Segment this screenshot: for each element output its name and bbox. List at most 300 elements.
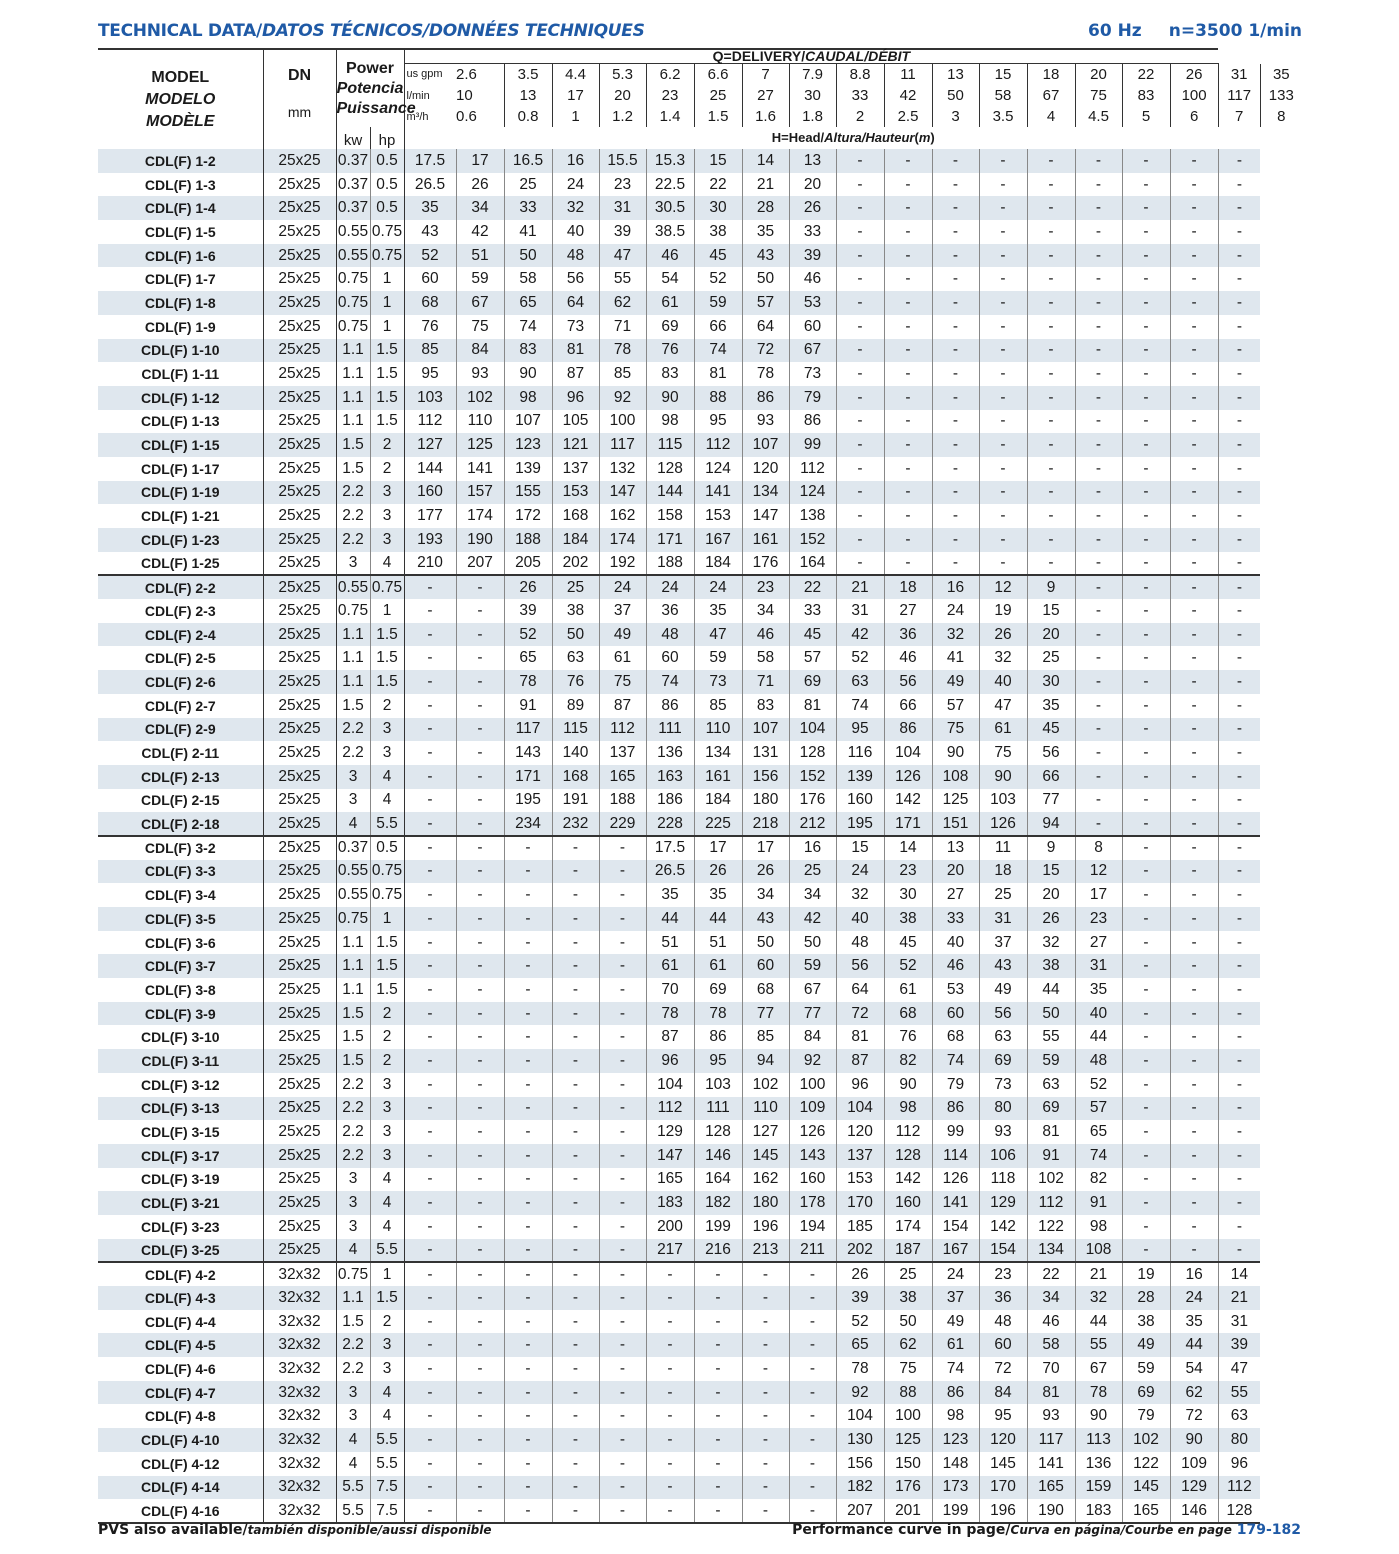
head-value-cell: - — [742, 1381, 789, 1405]
head-value-cell: - — [404, 1097, 456, 1121]
hp-cell: 3 — [370, 1120, 404, 1144]
head-value-cell: 8 — [1075, 836, 1122, 860]
flow-value: 25 — [694, 85, 742, 106]
head-value-cell: - — [742, 1476, 789, 1500]
head-value-cell: - — [1170, 1215, 1218, 1239]
head-value-cell: 104 — [836, 1097, 884, 1121]
head-value-cell: 103 — [694, 1073, 742, 1097]
head-value-cell: - — [504, 883, 552, 907]
head-value-cell: - — [1122, 954, 1170, 978]
head-value-cell: 19 — [1122, 1262, 1170, 1286]
table-row — [98, 1476, 1302, 1500]
head-value-cell: 79 — [1122, 1404, 1170, 1428]
kw-cell: 1.5 — [336, 694, 370, 718]
head-value-cell: 14 — [742, 149, 789, 173]
head-value-cell: 229 — [599, 812, 646, 836]
power-label-es: Potencia — [336, 79, 404, 97]
head-value-cell: 160 — [836, 789, 884, 813]
head-value-cell: 43 — [404, 220, 456, 244]
model-cell: CDL(F) 3-11 — [98, 1049, 263, 1073]
head-value-cell: - — [456, 741, 504, 765]
flow-value: 3.5 — [979, 106, 1027, 127]
head-value-cell: 102 — [456, 386, 504, 410]
speed-label: n=3500 1/min — [1168, 21, 1302, 41]
flow-value: 83 — [1122, 85, 1170, 106]
head-value-cell: - — [932, 315, 979, 339]
head-value-cell: - — [1122, 220, 1170, 244]
head-value-cell: 24 — [694, 575, 742, 599]
head-value-cell: - — [404, 1239, 456, 1263]
kw-cell: 0.55 — [336, 220, 370, 244]
head-value-cell: - — [1170, 860, 1218, 884]
hp-cell: 1.5 — [370, 339, 404, 363]
head-value-cell: - — [1122, 907, 1170, 931]
head-value-cell: - — [456, 1428, 504, 1452]
head-value-cell: 174 — [456, 504, 504, 528]
hp-cell: 3 — [370, 718, 404, 742]
head-value-cell: 59 — [694, 291, 742, 315]
flow-value: 30 — [789, 85, 836, 106]
head-value-cell: - — [404, 812, 456, 836]
head-value-cell: 65 — [504, 646, 552, 670]
head-value-cell: - — [599, 860, 646, 884]
head-value-cell: - — [1218, 1191, 1260, 1215]
kw-cell: 4 — [336, 812, 370, 836]
head-value-cell: - — [884, 267, 932, 291]
head-value-cell: - — [504, 1168, 552, 1192]
head-value-cell: 143 — [504, 741, 552, 765]
head-value-cell: - — [1218, 315, 1260, 339]
head-value-cell: 126 — [884, 765, 932, 789]
dn-label: DN — [287, 67, 312, 84]
head-value-cell: - — [1218, 528, 1260, 552]
flow-value: 1.5 — [694, 106, 742, 127]
head-value-cell: - — [1075, 196, 1122, 220]
head-value-cell: - — [404, 718, 456, 742]
head-value-cell: - — [694, 1333, 742, 1357]
head-value-cell: 52 — [836, 1310, 884, 1334]
head-value-cell: - — [742, 1310, 789, 1334]
head-value-cell: - — [599, 1286, 646, 1310]
head-value-cell: 26 — [979, 623, 1027, 647]
head-value-cell: 102 — [1027, 1168, 1075, 1192]
head-value-cell: 142 — [884, 789, 932, 813]
head-value-cell: 26.5 — [646, 860, 694, 884]
head-value-cell: - — [884, 481, 932, 505]
head-value-cell: - — [404, 883, 456, 907]
head-value-cell: 78 — [599, 339, 646, 363]
head-value-cell: 137 — [599, 741, 646, 765]
head-value-cell: 190 — [456, 528, 504, 552]
head-value-cell: - — [1170, 386, 1218, 410]
head-value-cell: 128 — [789, 741, 836, 765]
head-value-cell: 90 — [1075, 1404, 1122, 1428]
head-value-cell: 116 — [836, 741, 884, 765]
head-value-cell: 61 — [599, 646, 646, 670]
model-cell: CDL(F) 1-3 — [98, 173, 263, 197]
head-value-cell: 125 — [884, 1428, 932, 1452]
head-value-cell: - — [504, 1310, 552, 1334]
table-row — [98, 244, 1302, 268]
head-value-cell: 54 — [1170, 1357, 1218, 1381]
head-value-cell: 96 — [836, 1073, 884, 1097]
head-value-cell: 144 — [404, 457, 456, 481]
head-value-cell: - — [1075, 694, 1122, 718]
flow-value: 5 — [1122, 106, 1170, 127]
hp-cell: 3 — [370, 741, 404, 765]
head-value-cell: - — [1027, 410, 1075, 434]
head-value-cell: 87 — [552, 362, 599, 386]
head-value-cell: - — [1075, 789, 1122, 813]
table-row — [98, 149, 1302, 173]
head-value-cell: - — [552, 978, 599, 1002]
head-value-cell: - — [1122, 267, 1170, 291]
head-value-cell: - — [1027, 457, 1075, 481]
kw-cell: 2.2 — [336, 504, 370, 528]
head-value-cell: 91 — [1075, 1191, 1122, 1215]
head-value-cell: 131 — [742, 741, 789, 765]
head-value-cell: 120 — [742, 457, 789, 481]
kw-cell: 3 — [336, 1381, 370, 1405]
flow-value: 3.5 — [504, 64, 552, 86]
head-value-cell: 160 — [789, 1168, 836, 1192]
head-value-cell: - — [932, 339, 979, 363]
head-value-cell: - — [599, 1215, 646, 1239]
head-value-cell: 48 — [646, 623, 694, 647]
head-value-cell: 66 — [1027, 765, 1075, 789]
table-row — [98, 433, 1302, 457]
head-value-cell: 145 — [742, 1144, 789, 1168]
head-value-cell: - — [504, 1073, 552, 1097]
head-value-cell: 78 — [1075, 1381, 1122, 1405]
head-value-cell: 60 — [979, 1333, 1027, 1357]
head-value-cell: - — [694, 1452, 742, 1476]
head-value-cell: - — [456, 1381, 504, 1405]
head-value-cell: - — [404, 1357, 456, 1381]
table-row — [98, 504, 1302, 528]
dn-cell: 25x25 — [263, 528, 336, 552]
model-label-en: MODEL — [151, 68, 210, 86]
hp-cell: 4 — [370, 1168, 404, 1192]
table-row — [98, 646, 1302, 670]
head-value-cell: 61 — [979, 718, 1027, 742]
head-value-cell: 60 — [646, 646, 694, 670]
head-value-cell: - — [1122, 244, 1170, 268]
head-value-cell: - — [1075, 220, 1122, 244]
head-value-cell: - — [836, 457, 884, 481]
model-cell: CDL(F) 1-19 — [98, 481, 263, 505]
head-value-cell: 83 — [742, 694, 789, 718]
head-value-cell: 24 — [932, 599, 979, 623]
head-value-cell: - — [552, 1239, 599, 1263]
head-value-cell: - — [552, 1381, 599, 1405]
head-value-cell: - — [404, 1381, 456, 1405]
head-value-cell: 85 — [404, 339, 456, 363]
head-value-cell: 60 — [404, 267, 456, 291]
model-label-fr: MODÈLE — [146, 112, 215, 130]
head-value-cell: 17.5 — [404, 149, 456, 173]
head-value-cell: - — [1218, 646, 1260, 670]
head-value-cell: - — [932, 244, 979, 268]
head-value-cell: 84 — [456, 339, 504, 363]
head-value-cell: 52 — [884, 954, 932, 978]
head-value-cell: 71 — [599, 315, 646, 339]
head-value-cell: 212 — [789, 812, 836, 836]
dn-cell: 25x25 — [263, 883, 336, 907]
flow-value: 35 — [1260, 64, 1302, 86]
head-value-cell: - — [1075, 528, 1122, 552]
head-value-cell: - — [932, 528, 979, 552]
head-value-cell: - — [1027, 291, 1075, 315]
flow-value: 3 — [932, 106, 979, 127]
flow-value: 4.5 — [1075, 106, 1122, 127]
head-value-cell: 62 — [884, 1333, 932, 1357]
head-value-cell: - — [552, 1428, 599, 1452]
model-cell: CDL(F) 4-8 — [98, 1404, 263, 1428]
head-value-cell: 32 — [1075, 1286, 1122, 1310]
dn-cell: 25x25 — [263, 623, 336, 647]
head-label-text: H=Head/Altura/Hauteur(m) — [771, 130, 935, 145]
flow-value: 20 — [1075, 64, 1122, 86]
head-value-cell: 48 — [1075, 1049, 1122, 1073]
head-value-cell: - — [1218, 741, 1260, 765]
head-value-cell: 115 — [646, 433, 694, 457]
head-value-cell: 35 — [742, 220, 789, 244]
head-value-cell: 73 — [789, 362, 836, 386]
head-value-cell: 22 — [1027, 1262, 1075, 1286]
head-value-cell: - — [1218, 1120, 1260, 1144]
head-value-cell: 21 — [1218, 1286, 1260, 1310]
dn-cell: 25x25 — [263, 481, 336, 505]
kw-cell: 5.5 — [336, 1476, 370, 1500]
head-value-cell: - — [404, 860, 456, 884]
head-value-cell: 81 — [789, 694, 836, 718]
head-value-cell: - — [836, 315, 884, 339]
head-value-cell: - — [552, 1476, 599, 1500]
head-value-cell: - — [1170, 1097, 1218, 1121]
model-cell: CDL(F) 1-17 — [98, 457, 263, 481]
head-value-cell: 17 — [456, 149, 504, 173]
head-value-cell: - — [504, 1381, 552, 1405]
head-value-cell: 188 — [599, 789, 646, 813]
model-cell: CDL(F) 1-7 — [98, 267, 263, 291]
head-value-cell: 16 — [789, 836, 836, 860]
kw-cell: 0.75 — [336, 1262, 370, 1286]
head-value-cell: - — [742, 1428, 789, 1452]
head-value-cell: - — [456, 1452, 504, 1476]
flow-value: 2.6 — [456, 66, 477, 83]
head-value-cell: 49 — [932, 1310, 979, 1334]
head-value-cell: - — [404, 599, 456, 623]
head-value-cell: 74 — [932, 1357, 979, 1381]
head-value-cell: - — [1075, 623, 1122, 647]
head-value-cell: 81 — [836, 1025, 884, 1049]
head-value-cell: 158 — [646, 504, 694, 528]
head-value-cell: - — [1170, 1191, 1218, 1215]
head-value-cell: - — [646, 1476, 694, 1500]
head-value-cell: 99 — [789, 433, 836, 457]
head-value-cell: - — [504, 978, 552, 1002]
hp-cell: 4 — [370, 765, 404, 789]
head-value-cell: 44 — [1170, 1333, 1218, 1357]
head-value-cell: 26 — [1027, 907, 1075, 931]
head-value-cell: - — [1218, 244, 1260, 268]
head-value-cell: - — [1218, 670, 1260, 694]
head-value-cell: 86 — [789, 410, 836, 434]
head-value-cell: - — [742, 1357, 789, 1381]
head-value-cell: 35 — [1075, 978, 1122, 1002]
head-value-cell: - — [404, 623, 456, 647]
head-value-cell: 63 — [1027, 1073, 1075, 1097]
unit-gpm: us gpm — [406, 68, 443, 80]
delivery-header — [404, 49, 1218, 64]
head-value-cell: - — [742, 1404, 789, 1428]
head-value-cell: 110 — [456, 410, 504, 434]
head-value-cell: - — [599, 1499, 646, 1523]
head-value-cell: 159 — [1075, 1476, 1122, 1500]
head-value-cell: - — [552, 1049, 599, 1073]
head-value-cell: - — [836, 552, 884, 576]
head-value-cell: 75 — [599, 670, 646, 694]
head-value-cell: 38 — [884, 907, 932, 931]
head-value-cell: - — [599, 1025, 646, 1049]
head-value-cell: 155 — [504, 481, 552, 505]
head-value-cell: 37 — [599, 599, 646, 623]
head-value-cell: 12 — [979, 575, 1027, 599]
head-value-cell: - — [1122, 931, 1170, 955]
head-value-cell: - — [884, 196, 932, 220]
head-value-cell: 65 — [1075, 1120, 1122, 1144]
head-value-cell: 45 — [884, 931, 932, 955]
frequency-label: 60 Hz — [1088, 21, 1142, 41]
head-value-cell: - — [884, 339, 932, 363]
head-value-cell: 127 — [404, 433, 456, 457]
head-value-cell: 85 — [694, 694, 742, 718]
head-value-cell: 16.5 — [504, 149, 552, 173]
head-value-cell: 80 — [1218, 1428, 1260, 1452]
head-value-cell: - — [1218, 196, 1260, 220]
kw-cell: 2.2 — [336, 1333, 370, 1357]
head-value-cell: - — [932, 481, 979, 505]
head-value-cell: - — [599, 1049, 646, 1073]
head-value-cell: - — [404, 1025, 456, 1049]
head-value-cell: - — [1218, 267, 1260, 291]
dn-cell: 25x25 — [263, 789, 336, 813]
head-value-cell: - — [1027, 386, 1075, 410]
head-value-cell: 15 — [1027, 860, 1075, 884]
hp-cell: 0.75 — [370, 244, 404, 268]
head-value-cell: - — [404, 741, 456, 765]
flow-value: 100 — [1170, 85, 1218, 106]
head-value-cell: - — [1122, 812, 1170, 836]
head-value-cell: - — [789, 1262, 836, 1286]
kw-cell: 0.37 — [336, 196, 370, 220]
head-value-cell: - — [1122, 552, 1170, 576]
hp-cell: 1.5 — [370, 410, 404, 434]
head-value-cell: - — [599, 1428, 646, 1452]
head-value-cell: 39 — [789, 244, 836, 268]
hp-cell: 2 — [370, 1025, 404, 1049]
head-value-cell: 167 — [932, 1239, 979, 1263]
head-value-cell: 95 — [404, 362, 456, 386]
flow-value: 7.9 — [789, 64, 836, 86]
head-value-cell: 77 — [789, 1002, 836, 1026]
head-value-cell: - — [552, 907, 599, 931]
head-value-cell: - — [1218, 954, 1260, 978]
head-value-cell: - — [456, 789, 504, 813]
head-value-cell: 21 — [836, 575, 884, 599]
head-value-cell: 184 — [694, 789, 742, 813]
dn-cell: 25x25 — [263, 646, 336, 670]
dn-cell: 32x32 — [263, 1381, 336, 1405]
head-value-cell: - — [1122, 741, 1170, 765]
head-value-cell: - — [599, 1262, 646, 1286]
head-value-cell: - — [504, 860, 552, 884]
head-value-cell: 128 — [694, 1120, 742, 1144]
head-value-cell: - — [1170, 883, 1218, 907]
hp-cell: 1 — [370, 315, 404, 339]
head-value-cell: 99 — [932, 1120, 979, 1144]
footer-page-link[interactable]: 179-182 — [1236, 1522, 1301, 1538]
table-row — [98, 528, 1302, 552]
head-value-cell: 78 — [504, 670, 552, 694]
head-value-cell: 180 — [742, 1191, 789, 1215]
head-value-cell: 75 — [884, 1357, 932, 1381]
table-row — [98, 291, 1302, 315]
head-value-cell: 92 — [599, 386, 646, 410]
head-value-cell: - — [1170, 1168, 1218, 1192]
dn-cell: 25x25 — [263, 1002, 336, 1026]
model-cell: CDL(F) 3-10 — [98, 1025, 263, 1049]
head-value-cell: - — [1170, 789, 1218, 813]
head-value-cell: - — [646, 1310, 694, 1334]
head-value-cell: 184 — [694, 552, 742, 576]
model-cell: CDL(F) 4-7 — [98, 1381, 263, 1405]
table-row — [98, 1073, 1302, 1097]
head-value-cell: 31 — [1218, 1310, 1260, 1334]
head-value-cell: 26 — [789, 196, 836, 220]
hp-cell: 0.75 — [370, 860, 404, 884]
model-cell: CDL(F) 3-5 — [98, 907, 263, 931]
head-value-cell: - — [1218, 694, 1260, 718]
head-value-cell: 17.5 — [646, 836, 694, 860]
head-value-cell: - — [694, 1262, 742, 1286]
flow-value: 6.6 — [694, 64, 742, 86]
head-value-cell: - — [1075, 741, 1122, 765]
title-bar — [98, 18, 1302, 48]
dn-cell: 32x32 — [263, 1262, 336, 1286]
head-value-cell: 100 — [884, 1404, 932, 1428]
head-value-cell: 95 — [694, 1049, 742, 1073]
head-value-cell: - — [1122, 1239, 1170, 1263]
head-value-cell: 87 — [836, 1049, 884, 1073]
head-value-cell: 16 — [1170, 1262, 1218, 1286]
head-value-cell: 103 — [404, 386, 456, 410]
kw-cell: 3 — [336, 1215, 370, 1239]
dn-cell: 32x32 — [263, 1286, 336, 1310]
flow-value: 18 — [1027, 64, 1075, 86]
head-value-cell: - — [884, 528, 932, 552]
table-row — [98, 1262, 1302, 1286]
flow-value: 2 — [836, 106, 884, 127]
head-value-cell: 31 — [599, 196, 646, 220]
head-value-cell: 49 — [1122, 1333, 1170, 1357]
head-value-cell: 96 — [552, 386, 599, 410]
power-label-en: Power — [345, 59, 394, 77]
head-value-cell: 46 — [646, 244, 694, 268]
table-row — [98, 978, 1302, 1002]
head-value-cell: 94 — [1027, 812, 1075, 836]
